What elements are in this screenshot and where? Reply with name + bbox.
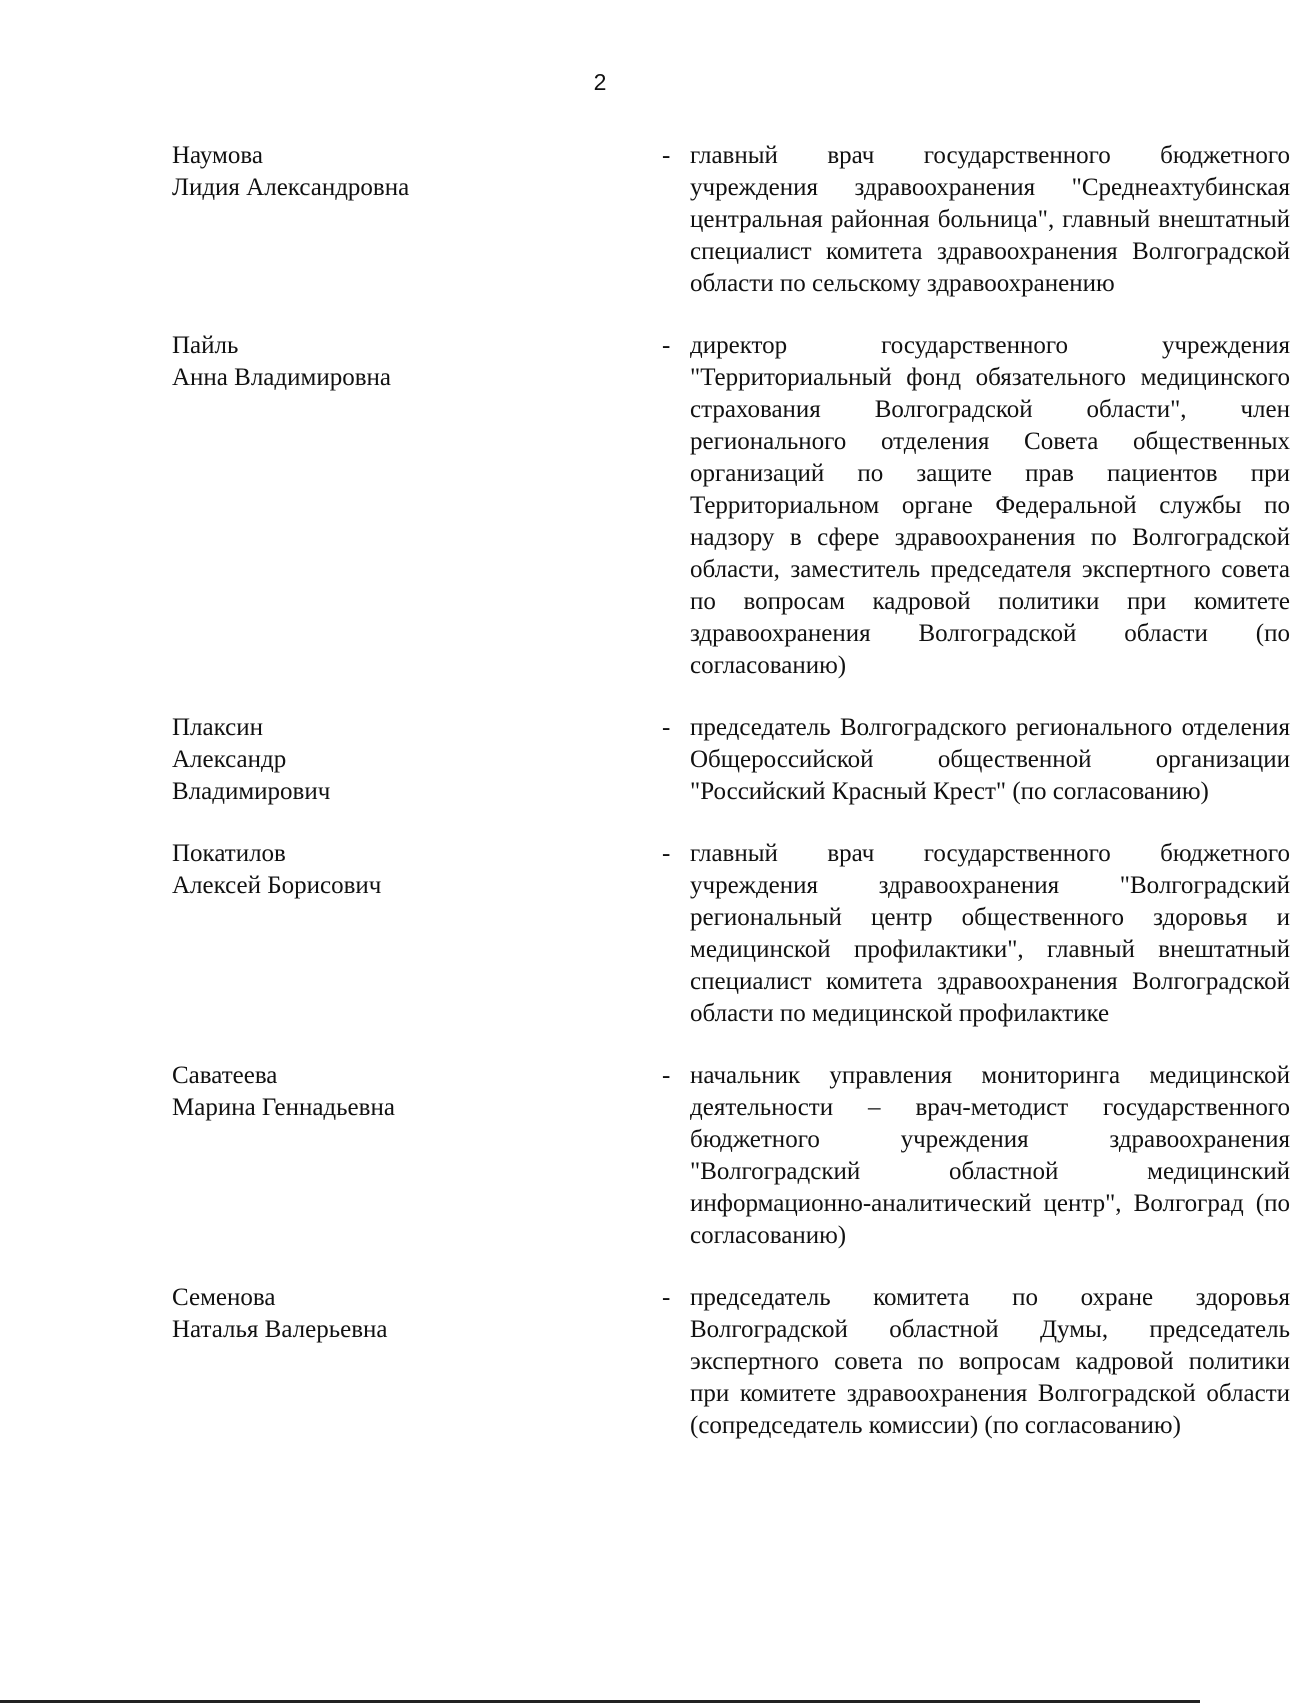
separator-dash: -	[662, 332, 671, 359]
member-given-names: Наталья Валерьевна	[172, 1316, 388, 1343]
member-description: директор государственного учреждения "Территориальный фонд обязательного медицинского страхования Волгоградской области", член регионального отделения Совета общественных организаций по защите прав пациентов при Территориальном органе Федеральной службы по надзору в сфере здравоохранения по Волгоградской области, заместитель председателя экспертного совета по вопросам кадровой политики при комитете здравоохранения Волгоградской области (по согласованию)	[690, 332, 1290, 679]
member-plaksin	[172, 712, 1290, 808]
member-naumova	[172, 140, 1290, 300]
separator-dash: -	[662, 714, 671, 741]
member-surname: Плаксин	[172, 714, 264, 741]
separator-dash: -	[662, 1284, 671, 1311]
member-name	[172, 1282, 492, 1346]
member-surname: Покатилов	[172, 840, 286, 867]
member-given-names: Анна Владимировна	[172, 364, 391, 391]
member-name	[172, 1060, 492, 1124]
member-name	[172, 140, 492, 204]
member-description: главный врач государственного бюджетного учреждения здравоохранения "Среднеахтубинская центральная районная больница", главный внештатный специалист комитета здравоохранения Волгоградской области по сельскому здравоохранению	[690, 142, 1290, 297]
member-given-names: Лидия Александровна	[172, 174, 410, 201]
member-name	[172, 330, 492, 394]
member-surname: Саватеева	[172, 1062, 278, 1089]
member-given-names: Алексей Борисович	[172, 872, 382, 899]
separator-dash: -	[662, 1062, 671, 1089]
member-semenova	[172, 1282, 1290, 1442]
commission-members-list	[172, 140, 1290, 1442]
member-given-names: Александр	[172, 746, 287, 773]
separator-dash: -	[662, 142, 671, 169]
member-description: председатель комитета по охране здоровья Волгоградской областной Думы, председатель экспертного совета по вопросам кадровой политики при комитете здравоохранения Волгоградской области (сопредседатель комиссии) (по согласованию)	[690, 1284, 1290, 1439]
page-bottom-edge	[0, 1700, 1200, 1703]
member-savateeva	[172, 1060, 1290, 1252]
separator-dash: -	[662, 840, 671, 867]
member-name	[172, 838, 492, 902]
member-surname: Пайль	[172, 332, 239, 359]
member-description: председатель Волгоградского регионального отделения Общероссийской общественной организации "Российский Красный Крест" (по согласованию)	[690, 714, 1290, 805]
member-given-names: Марина Геннадьевна	[172, 1094, 395, 1121]
page-number: 2	[593, 69, 607, 95]
member-description: начальник управления мониторинга медицинской деятельности – врач-методист государственного бюджетного учреждения здравоохранения "Волгоградский областной медицинский информационно-аналитический центр", Волгоград (по согласованию)	[690, 1062, 1290, 1249]
member-surname: Семенова	[172, 1284, 276, 1311]
member-patronymic: Владимирович	[172, 778, 331, 805]
member-description: главный врач государственного бюджетного учреждения здравоохранения "Волгоградский региональный центр общественного здоровья и медицинской профилактики", главный внештатный специалист комитета здравоохранения Волгоградской области по медицинской профилактике	[690, 840, 1290, 1027]
member-pail	[172, 330, 1290, 682]
member-name	[172, 712, 492, 808]
member-surname: Наумова	[172, 142, 263, 169]
member-pokatilov	[172, 838, 1290, 1030]
